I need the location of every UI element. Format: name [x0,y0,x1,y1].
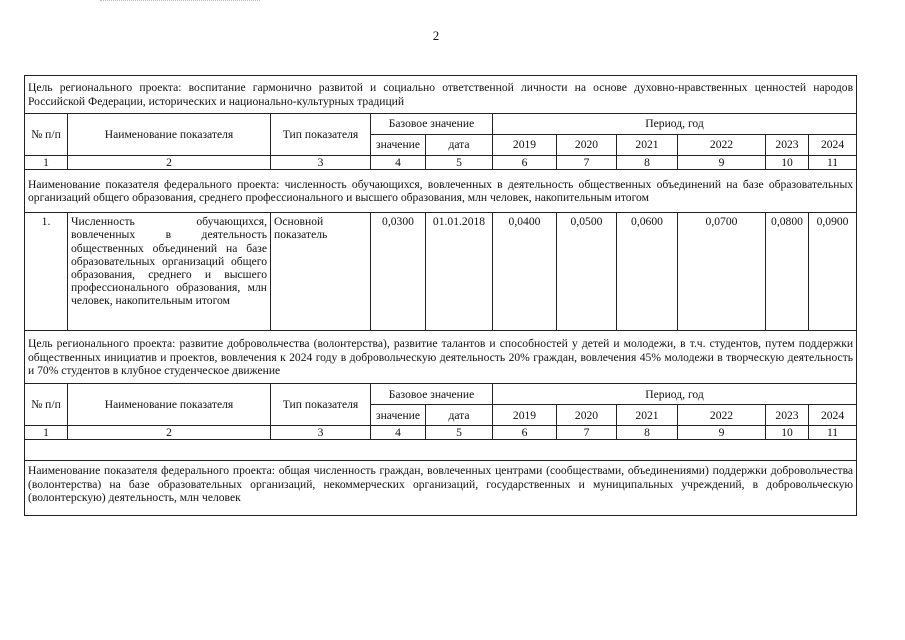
col-header-base: Базовое значение [371,384,493,405]
col-header-num: № п/п [25,384,68,426]
col-header-name: Наименование показателя [68,384,271,426]
year-header: 2019 [493,135,557,156]
year-header: 2021 [617,135,678,156]
col-header-date: дата [426,135,493,156]
col-number: 2 [68,156,271,170]
regional-goal-1: Цель регионального проекта: воспитание гармонично развитой и социально ответственной личности на основе духовно-нравственных ценностей народов Российской Федерации, исторических и национально-культурных традиций [25,76,857,114]
col-number: 1 [25,426,68,440]
col-number: 4 [371,426,426,440]
year-header: 2023 [766,135,809,156]
scan-artifact [100,0,260,3]
col-number: 9 [678,426,766,440]
col-number: 8 [617,426,678,440]
col-number: 3 [271,156,371,170]
col-header-type: Тип показателя [271,114,371,156]
base-date: 01.01.2018 [426,213,493,331]
year-value: 0,0400 [493,213,557,331]
indicator-name: Численность обучающихся, вовлеченных в деятельность общественных объединений на базе образовательных организаций общего образования, среднего и высшего профессионального образования, млн человек, накопительным итогом [68,213,271,331]
col-header-type: Тип показателя [271,384,371,426]
year-header: 2022 [678,405,766,426]
federal-indicator-1: Наименование показателя федерального проекта: численность обучающихся, вовлеченных в деятельность общественных объединений на базе образовательных организаций общего образования, среднего профессионального и высшего образования, млн человек, накопительным итогом [25,170,857,213]
col-number: 7 [557,156,617,170]
col-number: 4 [371,156,426,170]
blank-row [25,440,857,461]
year-header: 2021 [617,405,678,426]
col-number: 3 [271,426,371,440]
col-header-date: дата [426,405,493,426]
col-number: 10 [766,426,809,440]
year-value: 0,0900 [809,213,857,331]
col-header-base: Базовое значение [371,114,493,135]
year-header: 2020 [557,135,617,156]
base-value: 0,0300 [371,213,426,331]
col-number: 11 [809,156,857,170]
col-header-period: Период, год [493,114,857,135]
year-header: 2019 [493,405,557,426]
col-header-num: № п/п [25,114,68,156]
col-number: 5 [426,426,493,440]
year-value: 0,0600 [617,213,678,331]
year-header: 2024 [809,405,857,426]
year-header: 2023 [766,405,809,426]
indicator-type: Основной показатель [271,213,371,331]
col-number: 10 [766,156,809,170]
col-number: 7 [557,426,617,440]
row-num: 1. [25,213,68,331]
table-row [25,213,857,331]
col-number: 5 [426,156,493,170]
col-number: 6 [493,156,557,170]
year-header: 2020 [557,405,617,426]
col-number: 8 [617,156,678,170]
col-number: 6 [493,426,557,440]
col-header-name: Наименование показателя [68,114,271,156]
col-header-value: значение [371,405,426,426]
year-value: 0,0500 [557,213,617,331]
col-header-value: значение [371,135,426,156]
year-value: 0,0800 [766,213,809,331]
col-number: 11 [809,426,857,440]
year-header: 2022 [678,135,766,156]
year-header: 2024 [809,135,857,156]
col-header-period: Период, год [493,384,857,405]
indicators-table-wrapper [24,75,856,516]
page-number: 2 [432,28,440,43]
col-number: 2 [68,426,271,440]
indicators-table [24,75,857,516]
regional-goal-2: Цель регионального проекта: развитие добровольчества (волонтерства), развитие талантов и способностей у детей и молодежи, в т.ч. студентов, путем поддержки общественных инициатив и проектов, вовлечения к 2024 году в добровольческую деятельность 20% граждан, вовлечения 45% молодежи в творческую деятельность и 70% студентов в клубное студенческое движение [25,331,857,384]
col-number: 1 [25,156,68,170]
year-value: 0,0700 [678,213,766,331]
federal-indicator-2: Наименование показателя федерального проекта: общая численность граждан, вовлеченных центрами (сообществами, объединениями) поддержки добровольчества (волонтерства) на базе образовательных организаций, некоммерческих организаций, государственных и муниципальных учреждений, в добровольческую (волонтерскую) деятельность, млн человек [25,461,857,516]
col-number: 9 [678,156,766,170]
